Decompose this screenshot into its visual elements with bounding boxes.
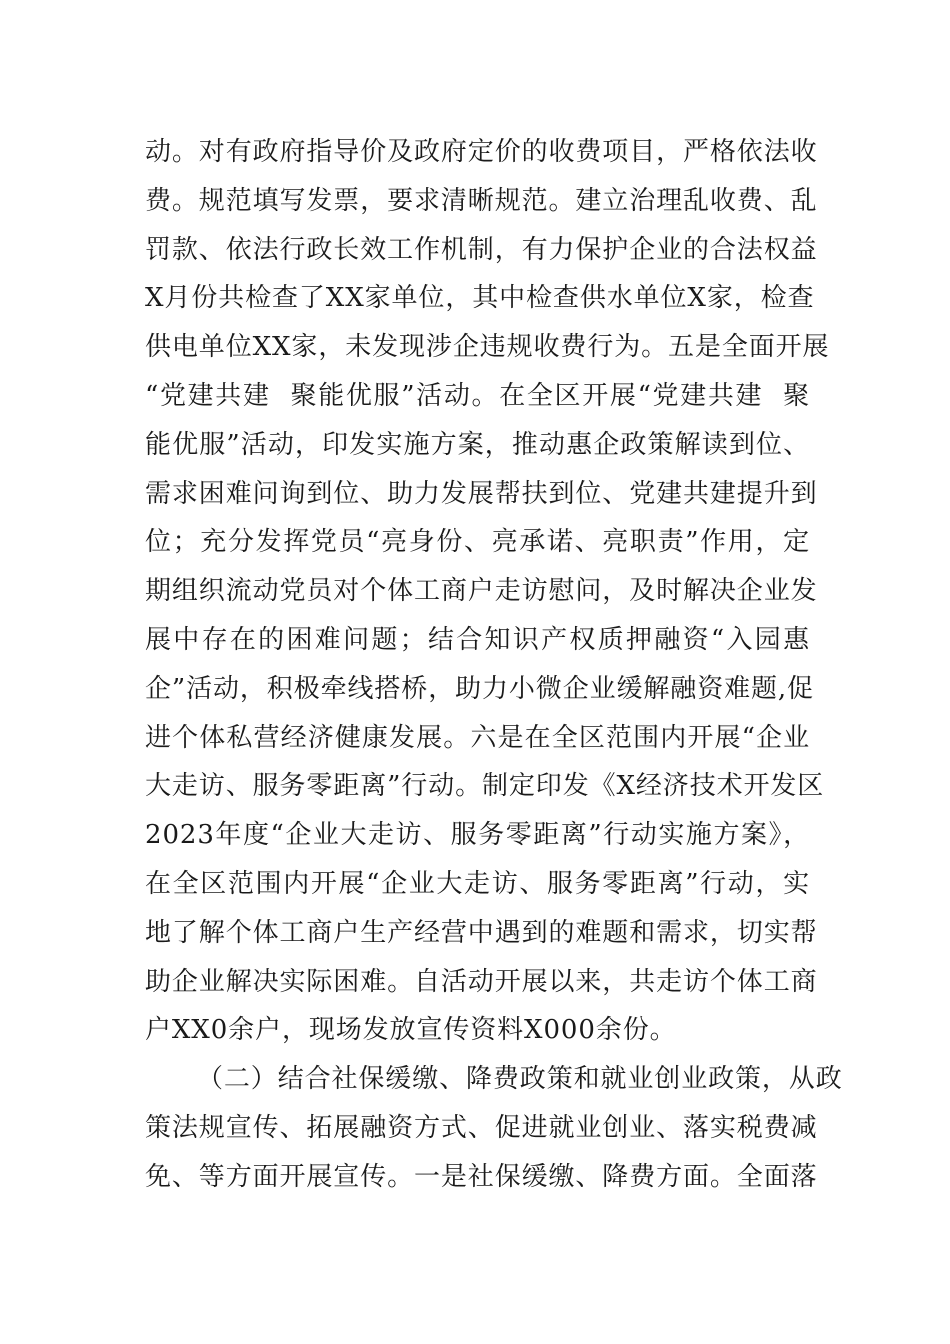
paragraph-last-line: 户XX0余户，现场发放宣传资料X000余份。	[145, 1015, 677, 1046]
text-line: 免、等方面开展宣传。一是社保缓缴、降费方面。全面落	[145, 1161, 818, 1192]
text-line: 位；充分发挥党员“亮身份、亮承诺、亮职责”作用，定	[145, 527, 810, 558]
text-line: 2023年度“企业大走访、服务零距离”行动实施方案》，	[145, 820, 810, 851]
text-line: 助企业解决实际困难。自活动开展以来，共走访个体工商	[145, 966, 818, 997]
text-line: 供电单位XX家，未发现涉企违规收费行为。五是全面开展	[145, 332, 830, 363]
text-line: 期组织流动党员对个体工商户走访慰问，及时解决企业发	[145, 576, 818, 607]
paragraph-first-line: （二）结合社保缓缴、降费政策和就业创业政策，从政	[197, 1064, 843, 1095]
text-line: 策法规宣传、拓展融资方式、促进就业创业、落实税费减	[145, 1112, 818, 1143]
text-line: 地了解个体工商户生产经营中遇到的难题和需求，切实帮	[145, 917, 818, 948]
text-line: 能优服”活动，印发实施方案，推动惠企政策解读到位、	[145, 429, 810, 460]
text-line: 动。对有政府指导价及政府定价的收费项目，严格依法收	[145, 137, 818, 167]
text-line: 进个体私营经济健康发展。六是在全区范围内开展“企业	[145, 722, 810, 753]
text-line: 罚款、依法行政长效工作机制，有力保护企业的合法权益	[145, 234, 818, 265]
text-line: X月份共检查了XX家单位，其中检查供水单位X家，检查	[145, 283, 815, 314]
text-line: 在全区范围内开展“企业大走访、服务零距离”行动，实	[145, 868, 810, 899]
text-line: “党建共建 聚能优服”活动。在全区开展“党建共建 聚	[145, 380, 810, 411]
body-text	[145, 128, 843, 1202]
text-line: 需求困难问询到位、助力发展帮扶到位、党建共建提升到	[145, 478, 818, 509]
text-line: 企”活动，积极牵线搭桥，助力小微企业缓解融资难题,促	[145, 673, 814, 704]
text-line: 展中存在的困难问题；结合知识产权质押融资“入园惠	[145, 624, 810, 655]
text-line: 大走访、服务零距离”行动。制定印发《X经济技术开发区	[145, 771, 825, 802]
text-line: 费。规范填写发票，要求清晰规范。建立治理乱收费、乱	[145, 185, 818, 216]
